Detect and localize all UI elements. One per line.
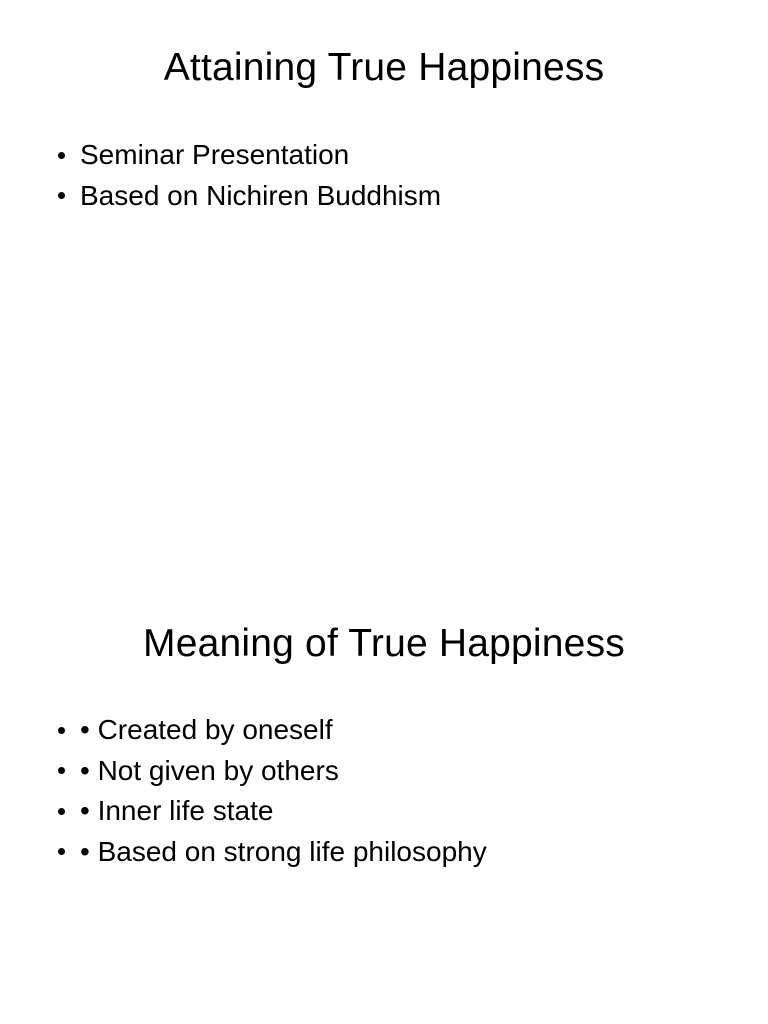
bullet-dot-icon: [58, 767, 65, 774]
bullet-text: Seminar Presentation: [80, 139, 350, 170]
bullet-text: • Not given by others: [80, 754, 339, 786]
bullet-text: • Created by oneself: [80, 714, 333, 745]
bullet-item: [56, 791, 487, 832]
bullet-dot-icon: [58, 727, 65, 734]
bullet-dot-icon: [58, 152, 65, 159]
bullet-list: [56, 135, 441, 216]
bullet-item: [56, 176, 441, 217]
bullet-text: Based on Nichiren Buddhism: [80, 179, 442, 211]
bullet-item: [56, 135, 441, 176]
slide-2: [0, 576, 768, 1024]
slide-title: Attaining True Happiness: [163, 46, 605, 89]
bullet-dot-icon: [58, 192, 65, 199]
bullet-text: • Based on strong life philosophy: [80, 835, 487, 867]
bullet-item: [56, 832, 487, 873]
bullet-text: • Inner life state: [80, 795, 274, 826]
bullet-dot-icon: [58, 848, 65, 855]
bullet-dot-icon: [58, 808, 65, 815]
bullet-item: [56, 751, 487, 792]
bullet-list: [56, 710, 487, 872]
bullet-item: [56, 710, 487, 751]
slide-title: Meaning of True Happiness: [143, 622, 625, 665]
